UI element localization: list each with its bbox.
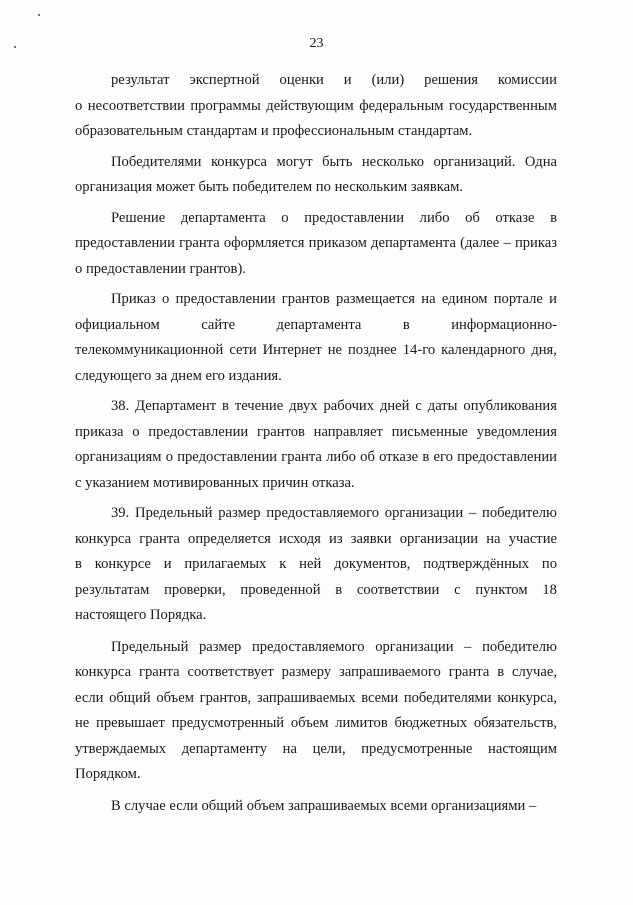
text-line: следующего за днем его издания. bbox=[75, 367, 282, 384]
text-line: результат экспертной оценки и (или) решения комиссии bbox=[111, 72, 557, 88]
text-line: не превышает предусмотренный объем лимитов бюджетных обязательств, bbox=[75, 715, 557, 731]
text-line: результатам проверки, проведенной в соответствии с пунктом 18 bbox=[75, 581, 557, 598]
paragraph bbox=[75, 501, 557, 629]
text-line: В случае если общий объем запрашиваемых всеми организациями – bbox=[111, 797, 537, 814]
scan-speck bbox=[38, 14, 40, 16]
text-line: Предельный размер предоставляемого организации – победителю bbox=[111, 638, 557, 655]
paragraph bbox=[75, 794, 557, 820]
text-line: Приказ о предоставлении грантов размещается на едином портале и bbox=[111, 291, 557, 307]
text-line: Победителями конкурса могут быть несколько организаций. Одна bbox=[111, 153, 557, 170]
text-line: предоставлении гранта оформляется приказом департамента (далее – приказ bbox=[75, 235, 557, 251]
text-line: Решение департамента о предоставлении либо об отказе в bbox=[111, 209, 557, 226]
text-line: настоящего Порядка. bbox=[75, 607, 207, 623]
text-line: приказа о предоставлении грантов направляет письменные уведомления bbox=[75, 423, 557, 440]
text-line: если общий объем грантов, запрашиваемых всеми победителями конкурса, bbox=[75, 689, 557, 706]
paragraph bbox=[75, 394, 557, 496]
text-line: конкурса гранта соответствует размеру запрашиваемого гранта в случае, bbox=[75, 664, 557, 680]
document-body bbox=[75, 68, 557, 819]
text-line: утверждаемых департаменту на цели, предусмотренные настоящим bbox=[75, 740, 557, 757]
text-line: 39. Предельный размер предоставляемого организации – победителю bbox=[111, 505, 557, 521]
paragraph bbox=[75, 68, 557, 145]
page-number: 23 bbox=[309, 36, 324, 51]
paragraph bbox=[75, 635, 557, 788]
text-line: в конкурсе и прилагаемых к ней документов, подтверждённых по bbox=[75, 556, 557, 572]
text-line: 38. Департамент в течение двух рабочих дней с даты опубликования bbox=[111, 398, 557, 414]
text-line: официальном сайте департамента в информационно- bbox=[75, 316, 557, 333]
text-line: организациям о предоставлении гранта либо об отказе в его предоставлении bbox=[75, 449, 557, 465]
paragraph bbox=[75, 150, 557, 201]
paragraph bbox=[75, 287, 557, 389]
text-line: о предоставлении грантов). bbox=[75, 260, 246, 277]
text-line: Порядком. bbox=[75, 766, 141, 782]
text-line: о несоответствии программы действующим федеральным государственным bbox=[75, 97, 557, 114]
text-line: телекоммуникационной сети Интернет не позднее 14-го календарного дня, bbox=[75, 342, 557, 358]
text-line: образовательным стандартам и профессиональным стандартам. bbox=[75, 123, 473, 139]
text-line: конкурса гранта определяется исходя из заявки организации на участие bbox=[75, 530, 557, 547]
text-line: организация может быть победителем по нескольким заявкам. bbox=[75, 179, 463, 195]
paragraph bbox=[75, 206, 557, 283]
text-line: с указанием мотивированных причин отказа. bbox=[75, 474, 355, 491]
